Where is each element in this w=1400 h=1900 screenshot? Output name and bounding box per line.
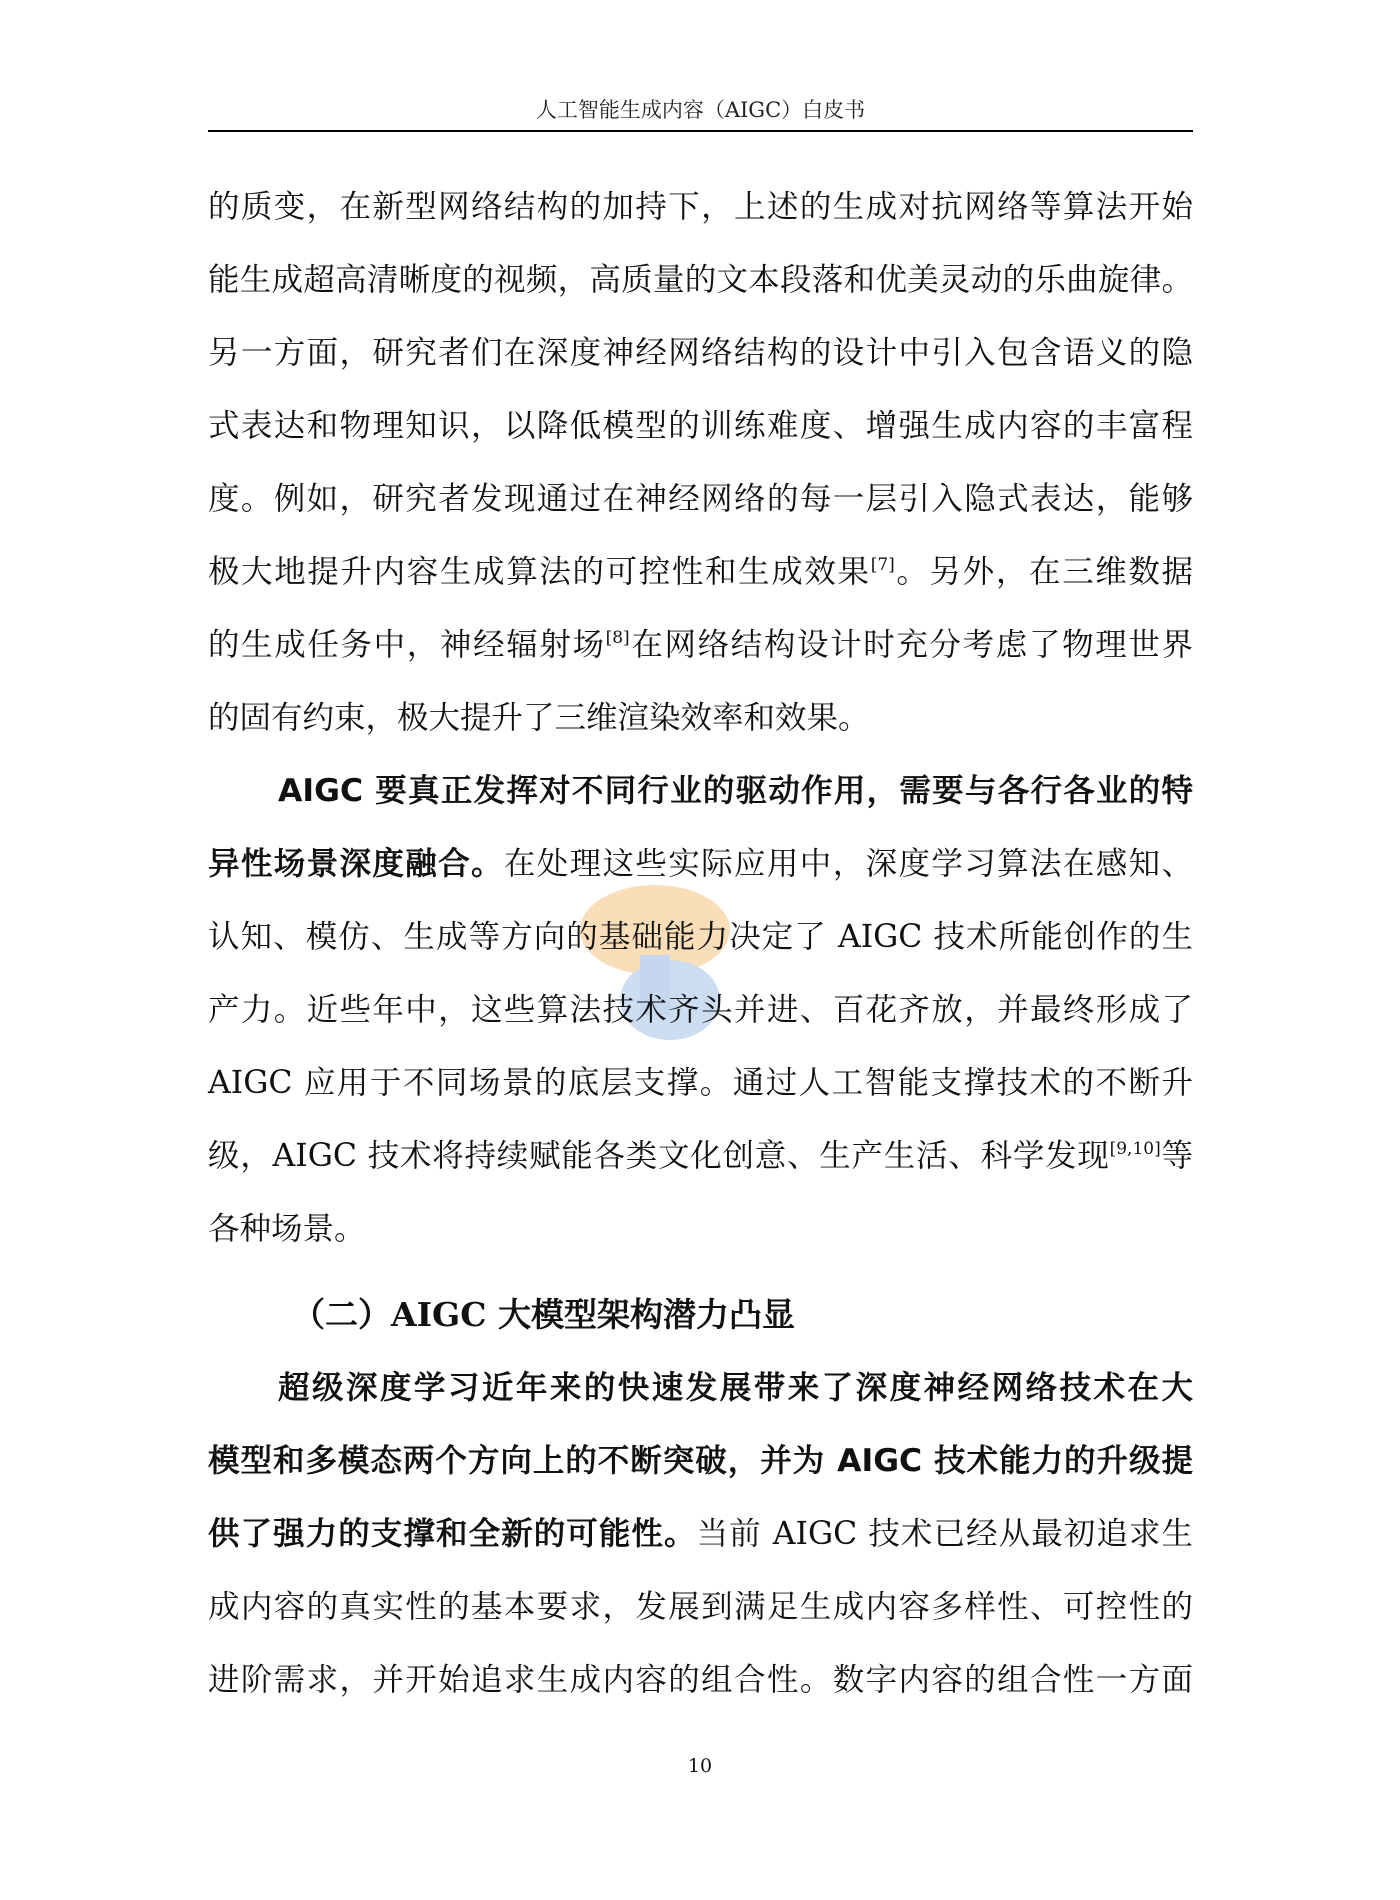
body-line: 的质变，在新型网络结构的加持下，上述的生成对抗网络等算法开始 (208, 189, 1193, 225)
body-line: 度。例如，研究者发现通过在神经网络的每一层引入隐式表达，能够 (208, 481, 1193, 517)
body-line (208, 1131, 1193, 1181)
body-line: 进阶需求，并开始追求生成内容的组合性。数字内容的组合性一方面 (208, 1662, 1193, 1698)
line-text: 。另外，在三维数据 (894, 554, 1193, 590)
bold-text: 供了强力的支撑和全新的可能性。 (208, 1516, 697, 1552)
body-line: 超级深度学习近年来的快速发展带来了深度神经网络技术在大 (278, 1370, 1193, 1406)
line-text: 当前 AIGC 技术已经从最初追求生 (696, 1516, 1193, 1552)
body-line: AIGC 应用于不同场景的底层支撑。通过人工智能支撑技术的不断升 (208, 1065, 1193, 1101)
page-number: 10 (687, 1755, 713, 1777)
body-line: 能生成超高清晰度的视频，高质量的文本段落和优美灵动的乐曲旋律。 (208, 262, 1193, 298)
body-line: 产力。近些年中，这些算法技术齐头并进、百花齐放，并最终形成了 (208, 992, 1193, 1028)
body-line: 认知、模仿、生成等方向的基础能力决定了 AIGC 技术所能创作的生 (208, 919, 1193, 955)
body-line: 成内容的真实性的基本要求，发展到满足生成内容多样性、可控性的 (208, 1589, 1193, 1625)
body-line: 模型和多模态两个方向上的不断突破，并为 AIGC 技术能力的升级提 (208, 1443, 1193, 1479)
citation: [9,10] (1109, 1139, 1161, 1159)
body-line: 的固有约束，极大提升了三维渲染效率和效果。 (208, 700, 870, 736)
header-rule (208, 130, 1193, 132)
line-text: 等 (1160, 1138, 1193, 1174)
running-header: 人工智能生成内容（AIGC）白皮书 (535, 98, 866, 122)
citation: [7] (870, 555, 895, 575)
line-text: 的生成任务中，神经辐射场 (208, 627, 606, 663)
body-line: AIGC 要真正发挥对不同行业的驱动作用，需要与各行各业的特 (278, 773, 1193, 809)
body-line (208, 620, 1193, 670)
line-text: 在网络结构设计时充分考虑了物理世界 (629, 627, 1193, 663)
body-line (208, 839, 1193, 889)
line-text: 级，AIGC 技术将持续赋能各类文化创意、生产生活、科学发现 (208, 1138, 1110, 1174)
body-line: 另一方面，研究者们在深度神经网络结构的设计中引入包含语义的隐 (208, 335, 1193, 371)
body-line: 式表达和物理知识，以降低模型的训练难度、增强生成内容的丰富程 (208, 408, 1193, 444)
line-text: 极大地提升内容生成算法的可控性和生成效果 (208, 554, 871, 590)
body-line: 各种场景。 (208, 1211, 366, 1247)
line-text: 在处理这些实际应用中，深度学习算法在感知、 (503, 846, 1193, 882)
bold-text: 异性场景深度融合。 (208, 846, 504, 882)
citation: [8] (605, 628, 630, 648)
body-line (208, 547, 1193, 597)
body-line (208, 1509, 1193, 1559)
section-heading: （二）AIGC 大模型架构潜力凸显 (292, 1295, 795, 1334)
